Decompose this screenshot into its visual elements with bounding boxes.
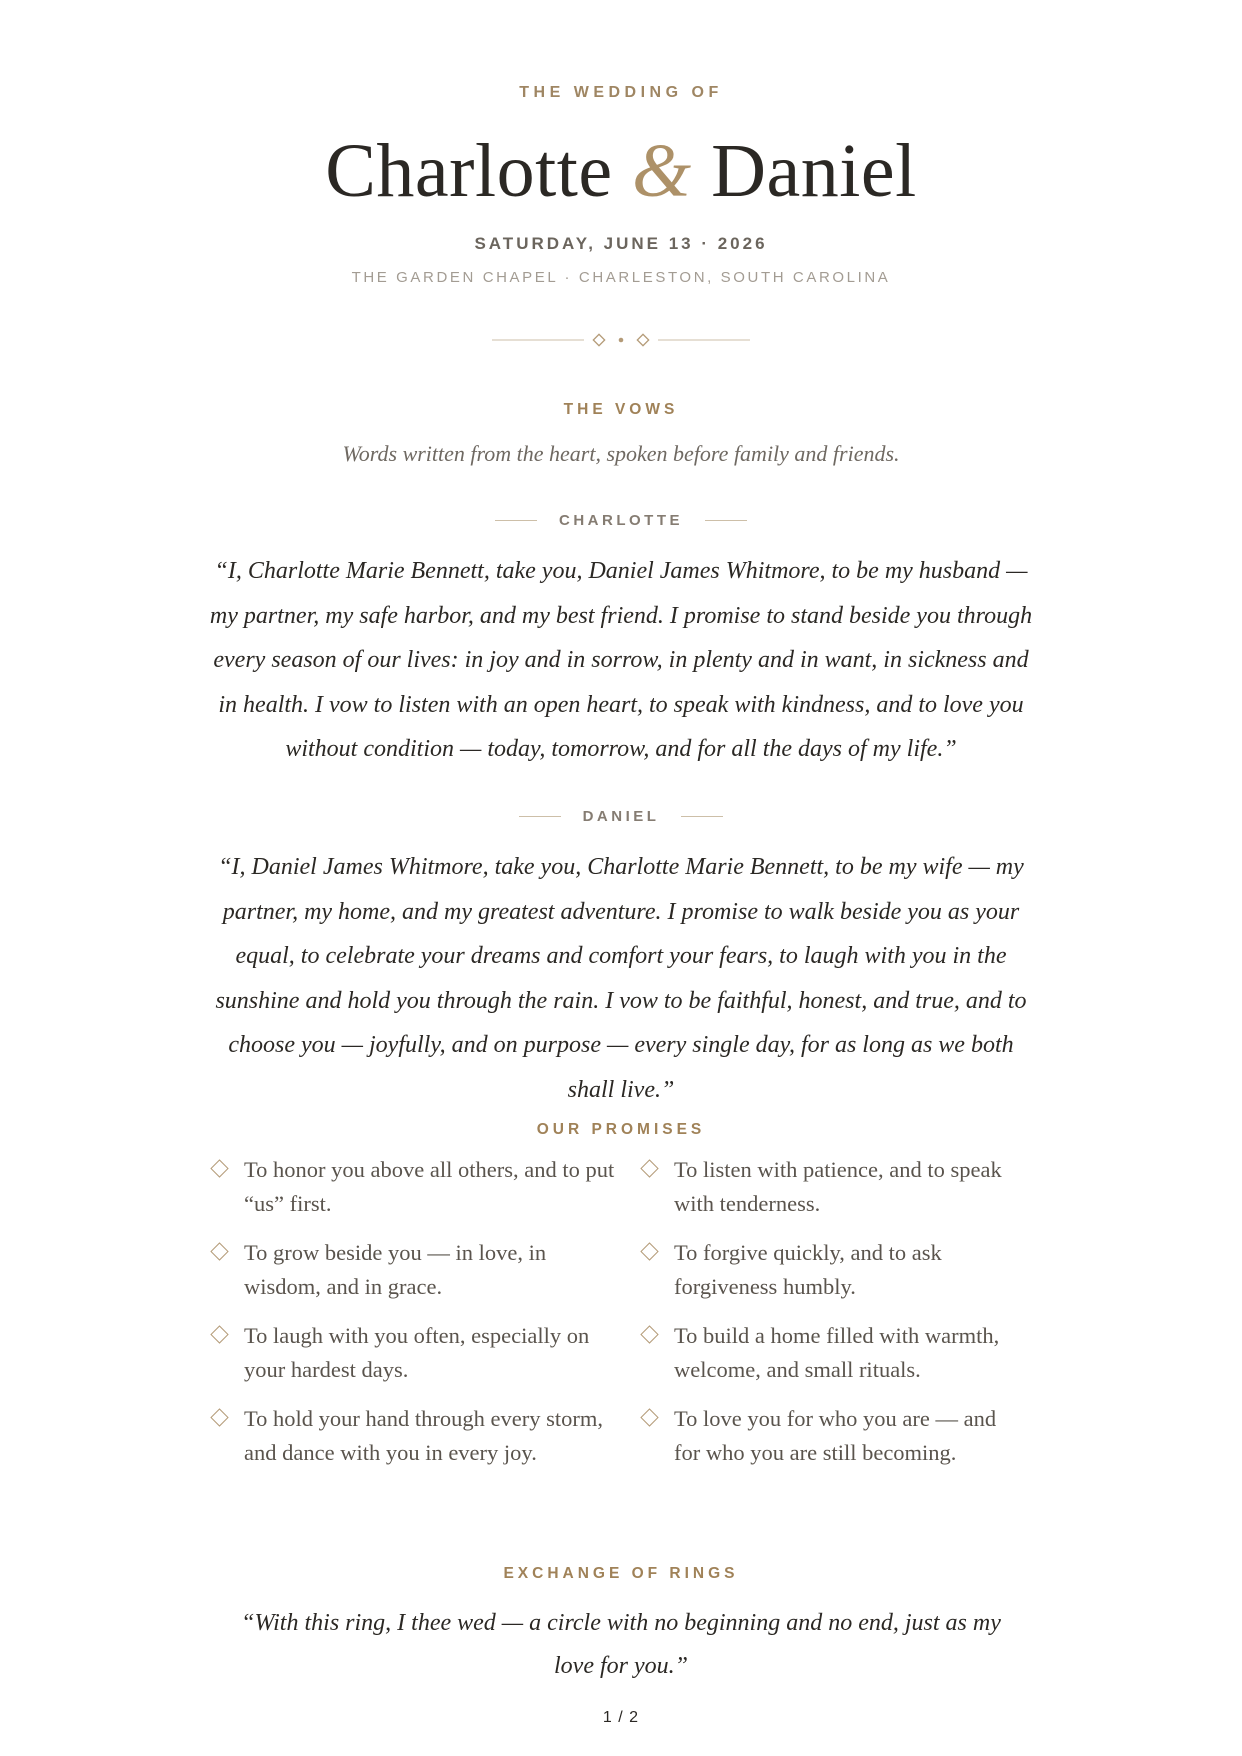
vow-text-daniel: “I, Daniel James Whitmore, take you, Charlotte Marie Bennett, to be my wife — my partner, my home, and my greatest adventure. I promise to walk beside you as your equal, to celebrate your dreams and comfort your fears, to laugh with you in the sunshine and hold you through the rain. I vow to be faithful, honest, and true, and to choose you — joyfully, and on purpose — every single day, for as long as we both shall live.” <box>215 854 1027 1103</box>
ornament-divider-icon <box>492 325 750 355</box>
promise-text: To honor you above all others, and to put “us” first. <box>244 1157 615 1216</box>
promise-text: To grow beside you — in love, in wisdom, and in grace. <box>244 1240 547 1299</box>
section-title-promises: OUR PROMISES <box>536 1121 706 1138</box>
section-title-rings: EXCHANGE OF RINGS <box>503 1565 739 1582</box>
diamond-bullet-icon <box>640 1242 658 1260</box>
divider <box>681 816 723 817</box>
wedding-date: SATURDAY, JUNE 13 · 2026 <box>474 234 768 253</box>
speaker-label: CHARLOTTE <box>559 512 683 529</box>
couple-names <box>0 126 1242 216</box>
page-number: 1 / 2 <box>602 1709 640 1726</box>
promise-item <box>210 1153 640 1221</box>
speaker-label: DANIEL <box>582 808 660 825</box>
section-title-vows: THE VOWS <box>563 401 679 418</box>
promises-list <box>210 1153 1040 1485</box>
divider <box>519 816 561 817</box>
rings-text: “With this ring, I thee wed — a circle with no beginning and no end, just as my love for you.” <box>241 1610 1001 1679</box>
wedding-venue: THE GARDEN CHAPEL · CHARLESTON, SOUTH CAROLINA <box>351 269 891 286</box>
promise-text: To build a home filled with warmth, welcome, and small rituals. <box>674 1323 1000 1382</box>
diamond-bullet-icon <box>210 1242 228 1260</box>
name-one: Charlotte <box>325 129 613 213</box>
vows-subtitle: Words written from the heart, spoken before family and friends. <box>342 441 900 466</box>
divider <box>705 520 747 521</box>
promise-item <box>210 1236 640 1304</box>
promise-text: To hold your hand through every storm, and dance with you in every joy. <box>244 1406 603 1465</box>
promise-item <box>640 1236 1040 1304</box>
speaker-heading-charlotte <box>0 512 1242 529</box>
promise-item <box>640 1402 1040 1470</box>
diamond-bullet-icon <box>640 1159 658 1177</box>
speaker-heading-daniel <box>0 808 1242 825</box>
divider <box>495 520 537 521</box>
diamond-bullet-icon <box>210 1408 228 1426</box>
promise-text: To love you for who you are — and for who you are still becoming. <box>674 1406 997 1465</box>
vow-text-charlotte: “I, Charlotte Marie Bennett, take you, Daniel James Whitmore, to be my husband — my partner, my safe harbor, and my best friend. I promise to stand beside you through every season of our lives: in joy and in sorrow, in plenty and in want, in sickness and in health. I vow to listen with an open heart, to speak with kindness, and to love you without condition — today, tomorrow, and for all the days of my life.” <box>209 558 1033 762</box>
promise-text: To forgive quickly, and to ask forgiveness humbly. <box>674 1240 942 1299</box>
diamond-bullet-icon <box>640 1408 658 1426</box>
diamond-bullet-icon <box>210 1159 228 1177</box>
promise-item <box>210 1319 640 1387</box>
promise-text: To listen with patience, and to speak with tenderness. <box>674 1157 1002 1216</box>
promise-item <box>640 1319 1040 1387</box>
diamond-bullet-icon <box>640 1325 658 1343</box>
eyebrow: THE WEDDING OF <box>519 84 723 101</box>
diamond-bullet-icon <box>210 1325 228 1343</box>
name-two: Daniel <box>711 129 917 213</box>
ampersand: & <box>632 129 692 213</box>
promise-text: To laugh with you often, especially on your hardest days. <box>244 1323 590 1382</box>
promise-item <box>210 1402 640 1470</box>
promise-item <box>640 1153 1040 1221</box>
